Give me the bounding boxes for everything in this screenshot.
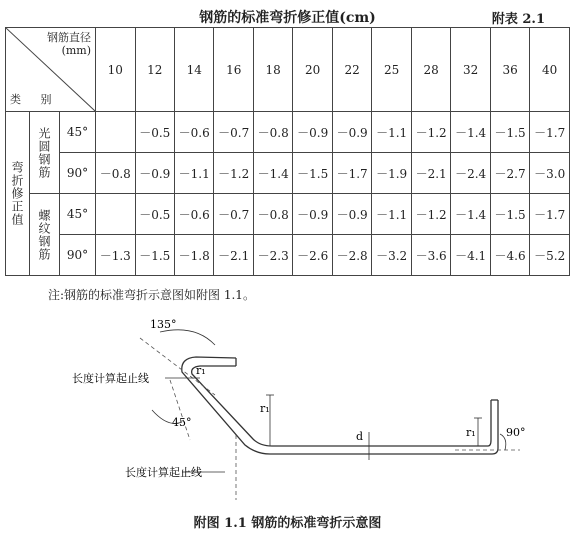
header-category-label: 类 别 bbox=[10, 93, 60, 106]
value-cell: －0.7 bbox=[214, 112, 253, 153]
value-cell: －0.8 bbox=[253, 194, 292, 235]
steel-type-cell bbox=[30, 112, 60, 194]
value-cell: －0.5 bbox=[135, 194, 174, 235]
value-cell: －0.8 bbox=[96, 153, 135, 194]
value-cell: －2.6 bbox=[293, 235, 332, 276]
value-cell: －2.8 bbox=[332, 235, 371, 276]
steel-type-label: 光圆钢筋 bbox=[37, 126, 51, 179]
value-cell bbox=[96, 112, 135, 153]
value-cell: －2.7 bbox=[490, 153, 529, 194]
row-group-label: 弯折修正值 bbox=[10, 161, 24, 226]
figure-caption: 附图 1.1 钢筋的标准弯折示意图 bbox=[193, 516, 382, 531]
value-cell: －0.7 bbox=[214, 194, 253, 235]
table-header-row bbox=[6, 28, 570, 112]
value-cell: －0.6 bbox=[174, 194, 213, 235]
value-cell: －0.5 bbox=[135, 112, 174, 153]
diameter-header: 18 bbox=[253, 28, 292, 112]
bend-diagram bbox=[0, 300, 575, 505]
angle-cell: 45° bbox=[60, 112, 96, 153]
value-cell: －1.5 bbox=[293, 153, 332, 194]
value-cell: －4.6 bbox=[490, 235, 529, 276]
angle-90-label: 90° bbox=[506, 426, 526, 439]
value-cell: －5.2 bbox=[530, 235, 570, 276]
value-cell: －1.4 bbox=[253, 153, 292, 194]
value-cell: －1.1 bbox=[372, 194, 411, 235]
start-line-label-top: 长度计算起止线 bbox=[72, 372, 149, 385]
start-line-label-bottom: 长度计算起止线 bbox=[125, 466, 202, 479]
value-cell: －1.4 bbox=[451, 112, 490, 153]
value-cell: －1.7 bbox=[530, 194, 570, 235]
diameter-header: 32 bbox=[451, 28, 490, 112]
table-title: 钢筋的标准弯折修正值(cm) bbox=[199, 10, 376, 26]
value-cell: －3.0 bbox=[530, 153, 570, 194]
diameter-header: 16 bbox=[214, 28, 253, 112]
radius-label-bottom: r₁ bbox=[260, 402, 270, 415]
steel-type-cell bbox=[30, 194, 60, 276]
value-cell: －0.6 bbox=[174, 112, 213, 153]
value-cell: －0.9 bbox=[293, 194, 332, 235]
appendix-label: 附表 2.1 bbox=[491, 12, 545, 27]
value-cell: －1.5 bbox=[135, 235, 174, 276]
value-cell: －1.2 bbox=[411, 112, 450, 153]
table-row bbox=[6, 235, 570, 276]
value-cell: －3.6 bbox=[411, 235, 450, 276]
radius-label-top: r₁ bbox=[196, 364, 206, 377]
diameter-label: d bbox=[356, 430, 364, 443]
diameter-header: 22 bbox=[332, 28, 371, 112]
diameter-header: 14 bbox=[174, 28, 213, 112]
diameter-header: 40 bbox=[530, 28, 570, 112]
angle-45-label: 45° bbox=[172, 416, 192, 429]
value-cell: －2.3 bbox=[253, 235, 292, 276]
value-cell: －0.9 bbox=[332, 112, 371, 153]
value-cell: －1.2 bbox=[214, 153, 253, 194]
value-cell: －1.5 bbox=[490, 194, 529, 235]
row-group-label-cell bbox=[6, 112, 30, 276]
value-cell: －2.4 bbox=[451, 153, 490, 194]
table-row bbox=[6, 194, 570, 235]
steel-type-label: 螺纹钢筋 bbox=[37, 208, 51, 261]
value-cell: －0.8 bbox=[253, 112, 292, 153]
value-cell: －1.5 bbox=[490, 112, 529, 153]
value-cell bbox=[96, 194, 135, 235]
table-note: 注:钢筋的标准弯折示意图如附图 1.1。 bbox=[48, 288, 255, 302]
radius-label-right: r₁ bbox=[466, 426, 476, 439]
angle-cell: 90° bbox=[60, 235, 96, 276]
diameter-header: 25 bbox=[372, 28, 411, 112]
header-diameter-label: 钢筋直径 (mm) bbox=[47, 31, 92, 57]
diameter-header: 12 bbox=[135, 28, 174, 112]
value-cell: －1.1 bbox=[372, 112, 411, 153]
value-cell: －1.2 bbox=[411, 194, 450, 235]
angle-135-label: 135° bbox=[150, 318, 177, 331]
value-cell: －0.9 bbox=[332, 194, 371, 235]
value-cell: －1.7 bbox=[530, 112, 570, 153]
value-cell: －4.1 bbox=[451, 235, 490, 276]
value-cell: －2.1 bbox=[411, 153, 450, 194]
value-cell: －1.4 bbox=[451, 194, 490, 235]
angle-cell: 45° bbox=[60, 194, 96, 235]
value-cell: －0.9 bbox=[293, 112, 332, 153]
value-cell: －1.7 bbox=[332, 153, 371, 194]
value-cell: －3.2 bbox=[372, 235, 411, 276]
value-cell: －2.1 bbox=[214, 235, 253, 276]
diameter-header: 28 bbox=[411, 28, 450, 112]
header-corner-cell bbox=[6, 28, 96, 112]
value-cell: －0.9 bbox=[135, 153, 174, 194]
table-row bbox=[6, 153, 570, 194]
table-row bbox=[6, 112, 570, 153]
rebar-outline bbox=[182, 357, 498, 454]
value-cell: －1.9 bbox=[372, 153, 411, 194]
value-cell: －1.8 bbox=[174, 235, 213, 276]
dimension-marks bbox=[152, 330, 506, 472]
diameter-header: 36 bbox=[490, 28, 529, 112]
diameter-header: 20 bbox=[293, 28, 332, 112]
bend-correction-table bbox=[5, 27, 570, 276]
value-cell: －1.1 bbox=[174, 153, 213, 194]
value-cell: －1.3 bbox=[96, 235, 135, 276]
angle-cell: 90° bbox=[60, 153, 96, 194]
diameter-header: 10 bbox=[96, 28, 135, 112]
